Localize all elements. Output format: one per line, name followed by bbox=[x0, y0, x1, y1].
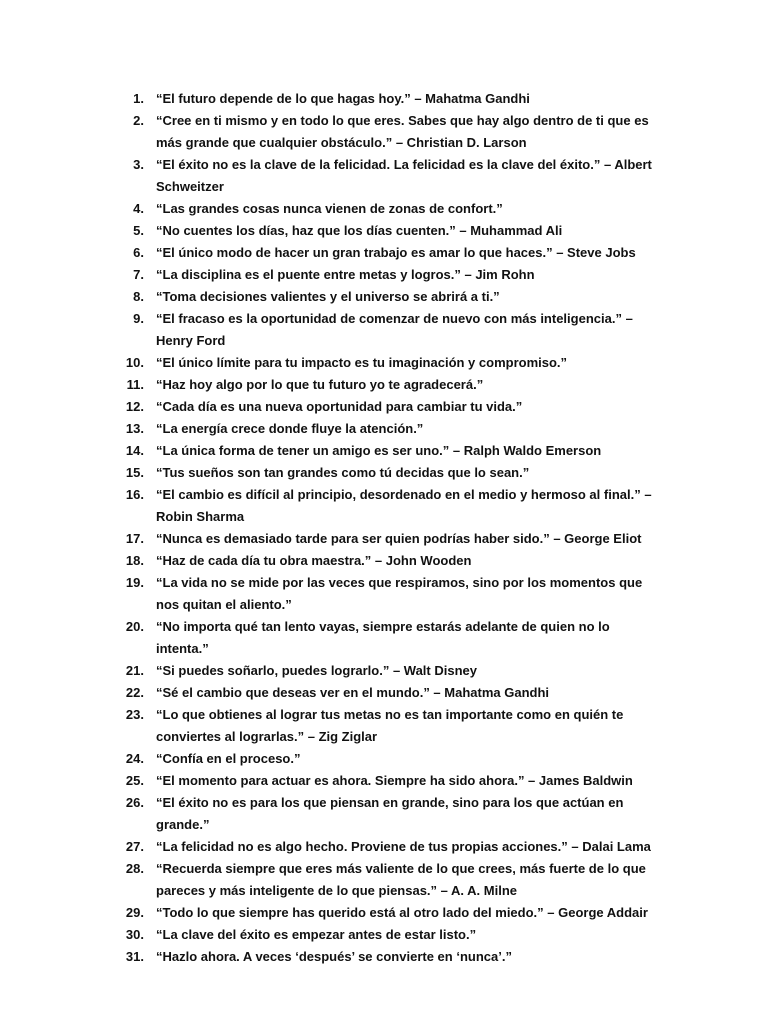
quote-text: “Tus sueños son tan grandes como tú decidas que lo sean.” bbox=[156, 465, 530, 480]
item-number: 16. bbox=[125, 487, 144, 502]
list-item bbox=[112, 946, 662, 968]
quote-text: “La vida no se mide por las veces que respiramos, sino por los momentos que nos quitan el aliento.” bbox=[156, 575, 643, 612]
item-number: 24. bbox=[125, 751, 144, 766]
item-number: 5. bbox=[133, 223, 144, 238]
item-number: 19. bbox=[125, 575, 144, 590]
list-item bbox=[112, 528, 662, 550]
item-number: 14. bbox=[125, 443, 144, 458]
quote-text: “El único modo de hacer un gran trabajo es amar lo que haces.” – Steve Jobs bbox=[156, 245, 636, 260]
item-number: 10. bbox=[125, 355, 144, 370]
quote-text: “Sé el cambio que deseas ver en el mundo.” – Mahatma Gandhi bbox=[156, 685, 550, 700]
list-item bbox=[112, 88, 662, 110]
item-number: 13. bbox=[125, 421, 144, 436]
list-item bbox=[112, 308, 662, 352]
quote-text: “Cree en ti mismo y en todo lo que eres. Sabes que hay algo dentro de ti que es más grande que cualquier obstáculo.” – Christian D. Larson bbox=[156, 113, 649, 150]
list-item bbox=[112, 220, 662, 242]
item-number: 27. bbox=[125, 839, 144, 854]
quote-text: “Haz hoy algo por lo que tu futuro yo te agradecerá.” bbox=[156, 377, 484, 392]
list-item bbox=[112, 242, 662, 264]
item-number: 20. bbox=[125, 619, 144, 634]
quote-text: “Nunca es demasiado tarde para ser quien podrías haber sido.” – George Eliot bbox=[156, 531, 642, 546]
quote-text: “La energía crece donde fluye la atención.” bbox=[156, 421, 424, 436]
item-number: 26. bbox=[125, 795, 144, 810]
list-item bbox=[112, 374, 662, 396]
item-number: 1. bbox=[133, 91, 144, 106]
list-item bbox=[112, 418, 662, 440]
item-number: 17. bbox=[125, 531, 144, 546]
list-item bbox=[112, 396, 662, 418]
quote-text: “El único límite para tu impacto es tu imaginación y compromiso.” bbox=[156, 355, 568, 370]
quote-text: “Confía en el proceso.” bbox=[156, 751, 301, 766]
quote-text: “El momento para actuar es ahora. Siempre ha sido ahora.” – James Baldwin bbox=[156, 773, 633, 788]
quote-text: “La felicidad no es algo hecho. Proviene de tus propias acciones.” – Dalai Lama bbox=[156, 839, 651, 854]
list-item bbox=[112, 264, 662, 286]
item-number: 7. bbox=[133, 267, 144, 282]
quote-text: “No cuentes los días, haz que los días cuenten.” – Muhammad Ali bbox=[156, 223, 563, 238]
list-item bbox=[112, 682, 662, 704]
item-number: 8. bbox=[133, 289, 144, 304]
list-item bbox=[112, 924, 662, 946]
item-number: 18. bbox=[125, 553, 144, 568]
item-number: 6. bbox=[133, 245, 144, 260]
item-number: 28. bbox=[125, 861, 144, 876]
list-item bbox=[112, 616, 662, 660]
item-number: 4. bbox=[133, 201, 144, 216]
list-item bbox=[112, 352, 662, 374]
quote-text: “El fracaso es la oportunidad de comenzar de nuevo con más inteligencia.” – Henry Ford bbox=[156, 311, 633, 348]
item-number: 31. bbox=[125, 949, 144, 964]
list-item bbox=[112, 704, 662, 748]
list-item bbox=[112, 198, 662, 220]
quote-text: “Lo que obtienes al lograr tus metas no es tan importante como en quién te conviertes al lograrlas.” – Zig Ziglar bbox=[156, 707, 624, 744]
list-item bbox=[112, 792, 662, 836]
list-item bbox=[112, 836, 662, 858]
quote-text: “La disciplina es el puente entre metas y logros.” – Jim Rohn bbox=[156, 267, 535, 282]
list-item bbox=[112, 550, 662, 572]
quote-text: “Recuerda siempre que eres más valiente de lo que crees, más fuerte de lo que pareces y más inteligente de lo que piensas.” – A. A. Milne bbox=[156, 861, 646, 898]
quote-text: “Hazlo ahora. A veces ‘después’ se convierte en ‘nunca’.” bbox=[156, 949, 512, 964]
quote-text: “La clave del éxito es empezar antes de estar listo.” bbox=[156, 927, 477, 942]
item-number: 23. bbox=[125, 707, 144, 722]
item-number: 12. bbox=[125, 399, 144, 414]
item-number: 22. bbox=[125, 685, 144, 700]
quote-text: “La única forma de tener un amigo es ser uno.” – Ralph Waldo Emerson bbox=[156, 443, 602, 458]
item-number: 25. bbox=[125, 773, 144, 788]
item-number: 15. bbox=[125, 465, 144, 480]
item-number: 29. bbox=[125, 905, 144, 920]
list-item bbox=[112, 110, 662, 154]
quote-text: “No importa qué tan lento vayas, siempre estarás adelante de quien no lo intenta.” bbox=[156, 619, 610, 656]
quote-text: “El éxito no es la clave de la felicidad. La felicidad es la clave del éxito.” – Albert Schweitzer bbox=[156, 157, 652, 194]
quote-text: “Si puedes soñarlo, puedes lograrlo.” – Walt Disney bbox=[156, 663, 477, 678]
quote-text: “El éxito no es para los que piensan en grande, sino para los que actúan en grande.” bbox=[156, 795, 624, 832]
quote-text: “Cada día es una nueva oportunidad para cambiar tu vida.” bbox=[156, 399, 523, 414]
list-item bbox=[112, 154, 662, 198]
quote-text: “El cambio es difícil al principio, desordenado en el medio y hermoso al final.” – Robin Sharma bbox=[156, 487, 652, 524]
list-item bbox=[112, 660, 662, 682]
list-item bbox=[112, 770, 662, 792]
quote-text: “Haz de cada día tu obra maestra.” – John Wooden bbox=[156, 553, 472, 568]
list-item bbox=[112, 572, 662, 616]
list-item bbox=[112, 484, 662, 528]
item-number: 11. bbox=[126, 377, 144, 392]
item-number: 9. bbox=[133, 311, 144, 326]
list-item bbox=[112, 286, 662, 308]
list-item bbox=[112, 902, 662, 924]
item-number: 30. bbox=[125, 927, 144, 942]
list-item bbox=[112, 858, 662, 902]
quote-text: “Toma decisiones valientes y el universo se abrirá a ti.” bbox=[156, 289, 500, 304]
list-item bbox=[112, 462, 662, 484]
item-number: 21. bbox=[125, 663, 144, 678]
list-item bbox=[112, 748, 662, 770]
quotes-list bbox=[112, 88, 662, 968]
item-number: 2. bbox=[133, 113, 144, 128]
list-item bbox=[112, 440, 662, 462]
quote-text: “El futuro depende de lo que hagas hoy.” – Mahatma Gandhi bbox=[156, 91, 530, 106]
quote-text: “Las grandes cosas nunca vienen de zonas de confort.” bbox=[156, 201, 503, 216]
item-number: 3. bbox=[133, 157, 144, 172]
quote-text: “Todo lo que siempre has querido está al otro lado del miedo.” – George Addair bbox=[156, 905, 648, 920]
